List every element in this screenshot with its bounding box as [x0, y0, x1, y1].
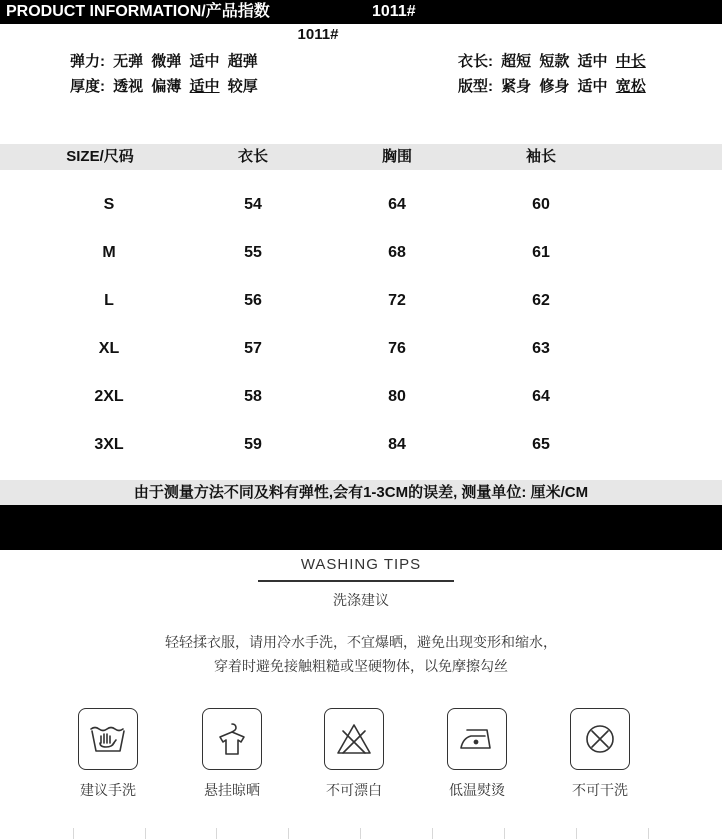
- header-bar: [0, 0, 722, 24]
- table-cell: 3XL: [94, 436, 124, 453]
- attr-option: 紧身: [501, 78, 532, 95]
- washing-description-line1: 轻轻揉衣服，请用冷水手洗，不宜爆晒，避免出现变形和缩水，: [165, 634, 557, 650]
- table-cell: S: [103, 196, 115, 213]
- attr-length: [458, 50, 650, 71]
- attr-option: 短款: [539, 53, 570, 70]
- table-cell: 61: [532, 244, 550, 261]
- table-row: [0, 196, 722, 216]
- icon-label: 悬挂晾晒: [204, 782, 260, 798]
- icon-label: 低温熨烫: [449, 782, 505, 798]
- washing-title-underline: [258, 580, 454, 582]
- table-cell: 76: [388, 340, 406, 357]
- attr-option-selected: 中长: [615, 53, 646, 70]
- table-cell: L: [104, 292, 114, 309]
- bottom-ticks: [0, 828, 722, 839]
- table-cell: 56: [244, 292, 262, 309]
- attr-option: 适中: [577, 53, 608, 70]
- attr-option-selected: 宽松: [615, 78, 646, 95]
- icon-label: 建议手洗: [80, 782, 136, 798]
- attr-option: 较厚: [227, 78, 258, 95]
- table-cell: 54: [244, 196, 262, 213]
- attr-option: 偏薄: [151, 78, 182, 95]
- header-title: PRODUCT INFORMATION/产品指数: [6, 3, 270, 20]
- attr-option: 适中: [577, 78, 608, 95]
- table-row: [0, 244, 722, 264]
- col-header-size: SIZE/尺码: [66, 148, 134, 165]
- attr-thickness: [70, 75, 262, 96]
- attr-option: 修身: [539, 78, 570, 95]
- attr-length-label: 衣长:: [458, 53, 493, 70]
- table-cell: 80: [388, 388, 406, 405]
- header-code: 1011#: [372, 3, 416, 20]
- table-cell: 57: [244, 340, 262, 357]
- attr-fit-label: 版型:: [458, 78, 493, 95]
- table-cell: 55: [244, 244, 262, 261]
- table-row: [0, 340, 722, 360]
- table-cell: 63: [532, 340, 550, 357]
- size-table-header: [0, 144, 722, 170]
- attr-fit: [458, 75, 650, 96]
- table-cell: 64: [388, 196, 406, 213]
- hand-wash-icon: [78, 708, 138, 770]
- hang-dry-icon: [202, 708, 262, 770]
- attr-option: 超短: [501, 53, 532, 70]
- col-header-chest: 胸围: [381, 148, 412, 165]
- icon-label: 不可干洗: [572, 782, 628, 798]
- black-band: [0, 505, 722, 550]
- table-row: [0, 436, 722, 456]
- table-cell: 58: [244, 388, 262, 405]
- icon-label: 不可漂白: [326, 782, 382, 798]
- attr-thickness-label: 厚度:: [70, 78, 105, 95]
- product-code: 1011#: [297, 26, 339, 43]
- attr-elasticity-label: 弹力:: [70, 53, 105, 70]
- attr-option: 超弹: [227, 53, 258, 70]
- table-cell: 72: [388, 292, 406, 309]
- table-cell: 59: [244, 436, 262, 453]
- no-dry-clean-icon: [570, 708, 630, 770]
- table-cell: 62: [532, 292, 550, 309]
- table-cell: 64: [532, 388, 550, 405]
- table-cell: 65: [532, 436, 550, 453]
- col-header-sleeve: 袖长: [525, 148, 556, 165]
- measurement-note: 由于测量方法不同及料有弹性,会有1-3CM的误差, 测量单位: 厘米/CM: [0, 480, 722, 505]
- attr-option: 透视: [113, 78, 144, 95]
- table-cell: M: [102, 244, 116, 261]
- table-cell: 68: [388, 244, 406, 261]
- washing-description-line2: 穿着时避免接触粗糙或坚硬物体，以免摩擦勾丝: [214, 658, 508, 674]
- attr-option: 微弹: [151, 53, 182, 70]
- washing-title: WASHING TIPS: [300, 556, 422, 573]
- table-row: [0, 388, 722, 408]
- table-cell: XL: [98, 340, 120, 357]
- attr-option: 无弹: [113, 53, 144, 70]
- attr-option: 适中: [189, 53, 220, 70]
- col-header-length: 衣长: [237, 148, 268, 165]
- table-cell: 2XL: [94, 388, 124, 405]
- table-cell: 84: [388, 436, 406, 453]
- table-cell: 60: [532, 196, 550, 213]
- attr-option-selected: 适中: [189, 78, 220, 95]
- table-row: [0, 292, 722, 312]
- low-iron-icon: [447, 708, 507, 770]
- attr-elasticity: [70, 50, 262, 71]
- no-bleach-icon: [324, 708, 384, 770]
- washing-subtitle: 洗涤建议: [333, 592, 389, 608]
